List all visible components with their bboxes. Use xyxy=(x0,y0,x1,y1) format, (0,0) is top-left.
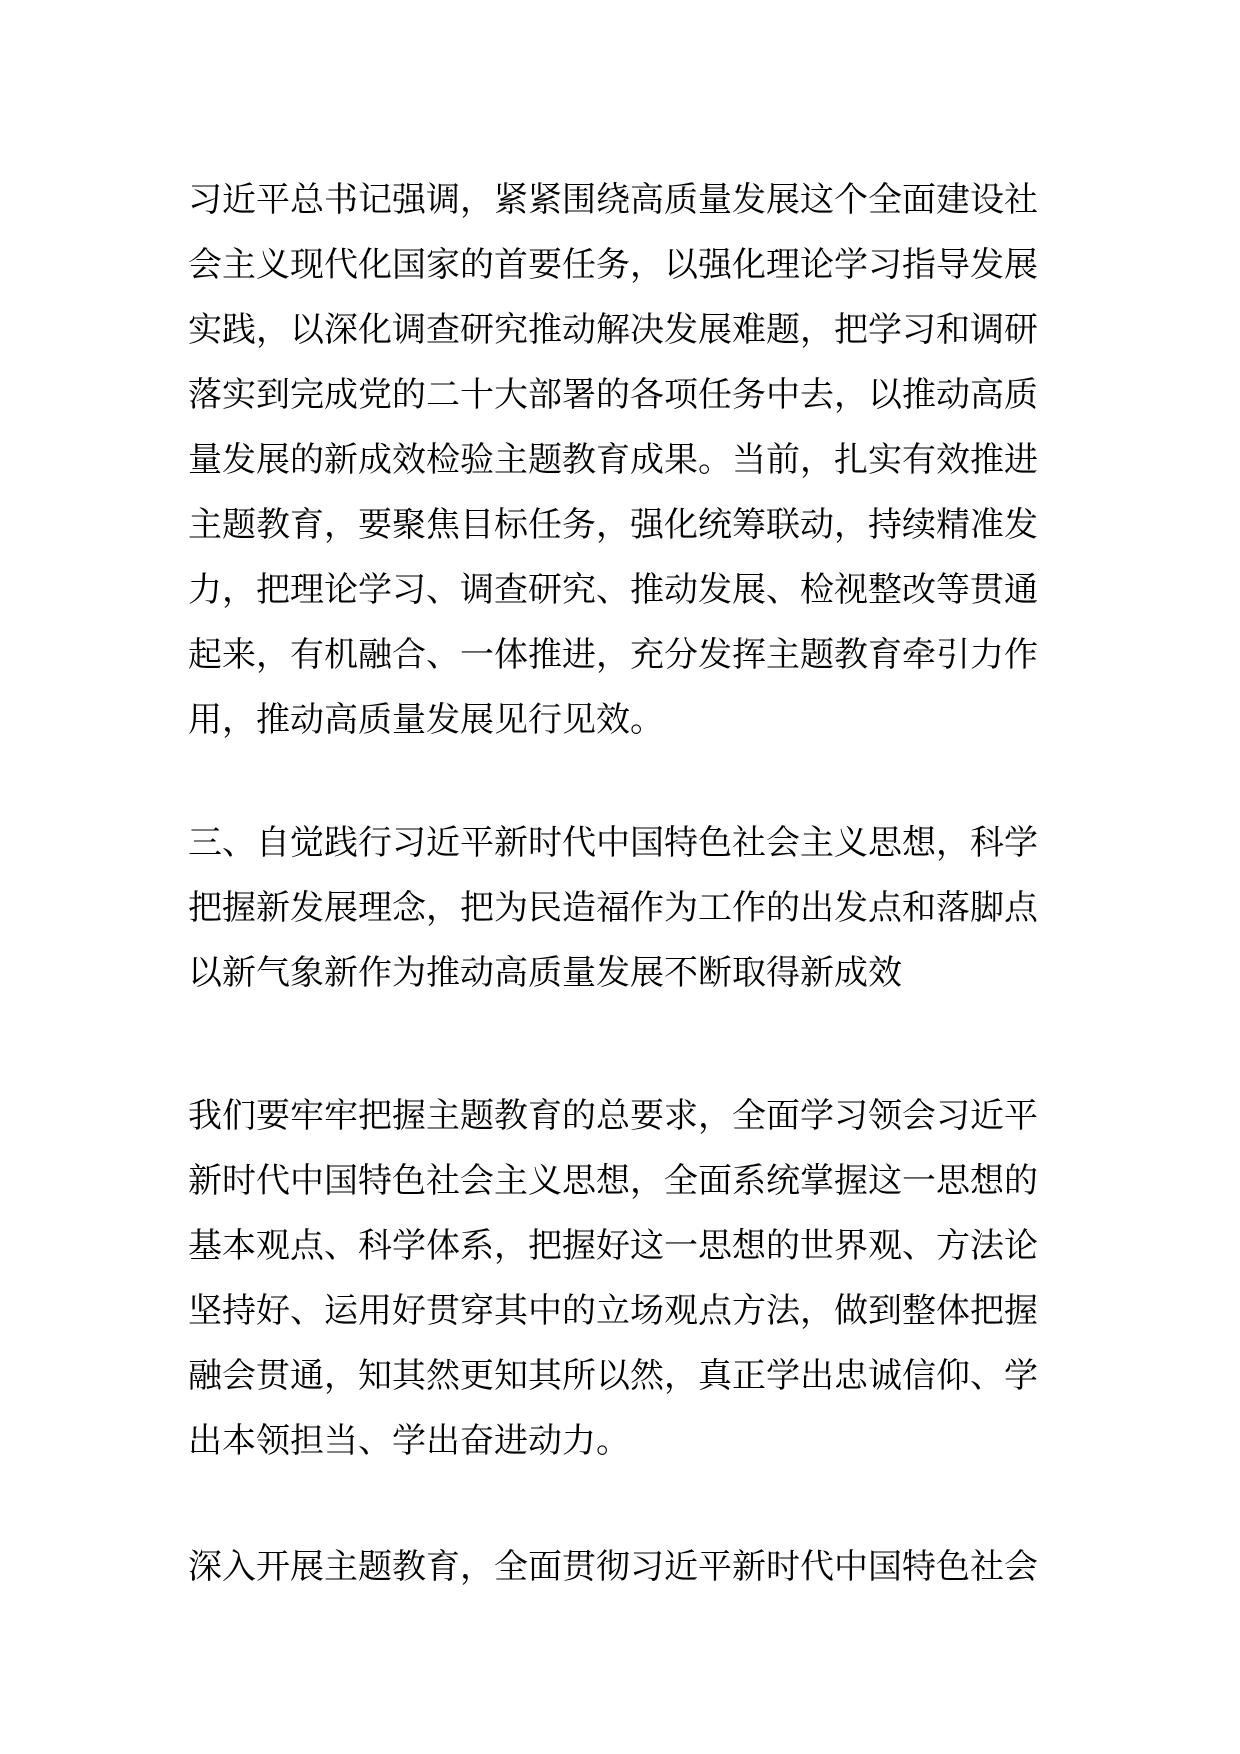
paragraph-line: 量发展的新成效检验主题教育成果。当前，扎实有效推进 xyxy=(188,440,1038,480)
paragraph-line: 我们要牢牢把握主题教育的总要求，全面学习领会习近平 xyxy=(188,1096,1038,1136)
paragraph-line: 融会贯通，知其然更知其所以然，真正学出忠诚信仰、学 xyxy=(188,1356,1038,1396)
paragraph-line: 深入开展主题教育，全面贯彻习近平新时代中国特色社会 xyxy=(188,1547,1038,1587)
paragraph-3 xyxy=(188,1535,1068,1600)
paragraph-line: 出本领担当、学出奋进动力。 xyxy=(188,1421,630,1461)
paragraph-line: 起来，有机融合、一体推进，充分发挥主题教育牵引力作 xyxy=(188,635,1038,675)
paragraph-1 xyxy=(188,168,1068,753)
paragraph-line: 坚持好、运用好贯穿其中的立场观点方法，做到整体把握 xyxy=(188,1291,1038,1331)
paragraph-line: 力，把理论学习、调查研究、推动发展、检视整改等贯通 xyxy=(188,570,1038,610)
heading-line: 三、自觉践行习近平新时代中国特色社会主义思想，科学 xyxy=(188,823,1038,863)
paragraph-line: 主题教育，要聚焦目标任务，强化统筹联动，持续精准发 xyxy=(188,505,1038,545)
heading-line: 把握新发展理念，把为民造福作为工作的出发点和落脚点 xyxy=(188,888,1038,928)
paragraph-line: 落实到完成党的二十大部署的各项任务中去，以推动高质 xyxy=(188,375,1038,415)
paragraph-line: 实践，以深化调查研究推动解决发展难题，把学习和调研 xyxy=(188,310,1038,350)
paragraph-2 xyxy=(188,1084,1068,1474)
paragraph-line: 习近平总书记强调，紧紧围绕高质量发展这个全面建设社 xyxy=(188,180,1038,220)
paragraph-line: 用，推动高质量发展见行见效。 xyxy=(188,700,664,740)
paragraph-line: 基本观点、科学体系，把握好这一思想的世界观、方法论 xyxy=(188,1226,1038,1266)
section-heading-3 xyxy=(188,811,1068,1006)
paragraph-line: 会主义现代化国家的首要任务，以强化理论学习指导发展 xyxy=(188,245,1038,285)
paragraph-line: 新时代中国特色社会主义思想，全面系统掌握这一思想的 xyxy=(188,1161,1038,1201)
heading-line: 以新气象新作为推动高质量发展不断取得新成效 xyxy=(188,953,902,993)
